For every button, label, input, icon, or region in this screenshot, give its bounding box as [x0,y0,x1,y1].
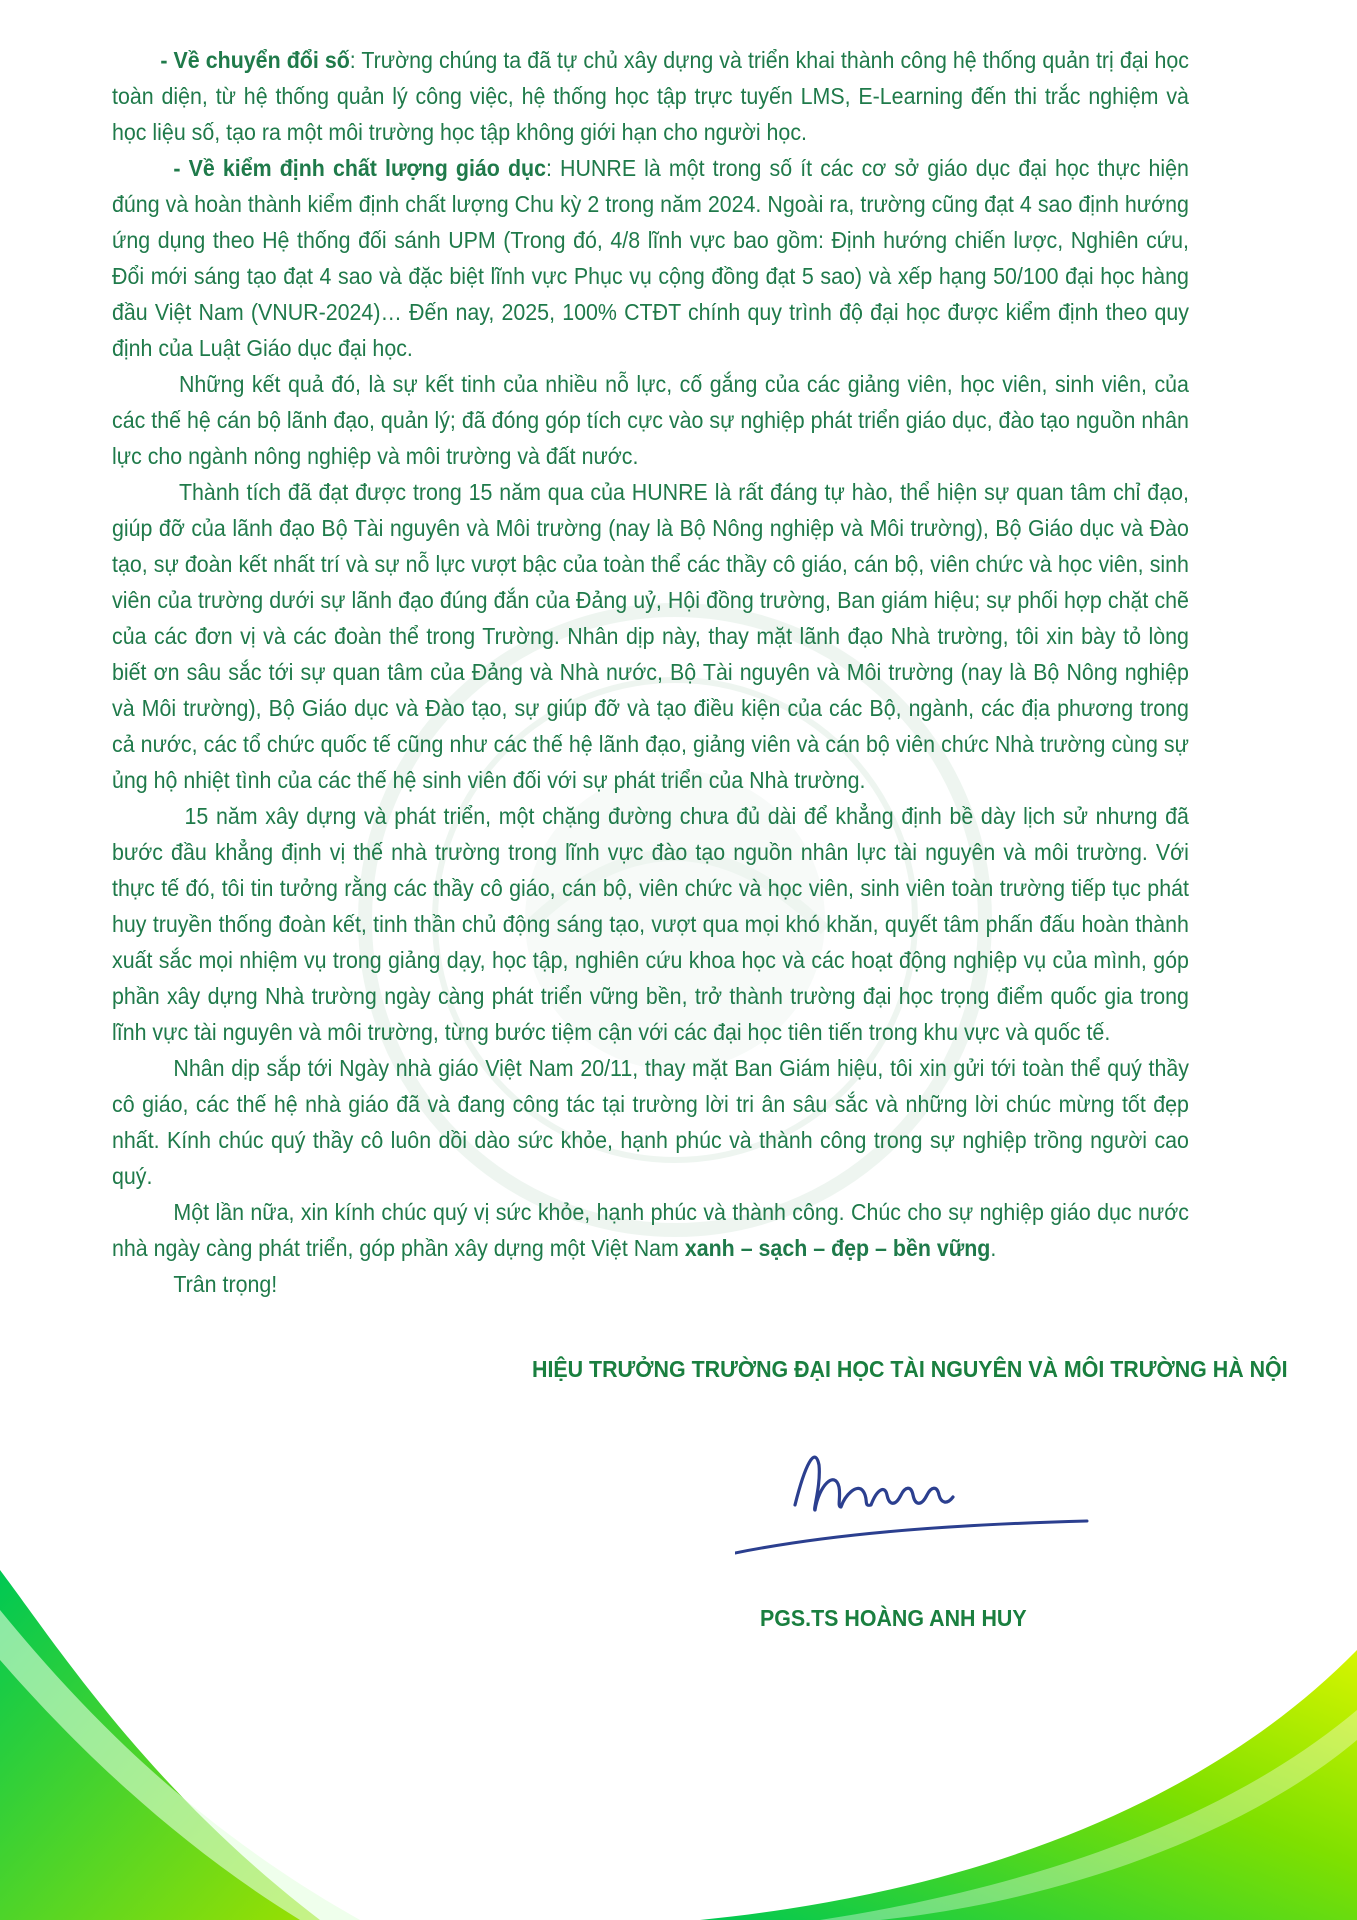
closing: Trân trọng! [173,1271,278,1297]
paragraph-digital-transformation [112,42,1189,150]
slogan: xanh – sạch – đẹp – bền vững [684,1235,991,1261]
paragraph-end: . [990,1235,997,1261]
paragraph-achievements: Những kết quả đó, là sự kết tinh của nhiều nỗ lực, cố gắng của các giảng viên, học viên, sinh viên, của các thế hệ cán bộ lãnh đạo, quản lý; đã đóng góp tích cực vào sự nghiệp phát triển giáo dục, đào tạo nguồn nhân lực cho ngành nông nghiệp và môi trường và đất nước. [112,371,1189,469]
paragraph-teachers-day: Nhân dịp sắp tới Ngày nhà giáo Việt Nam 20/11, thay mặt Ban Giám hiệu, tôi xin gửi tới toàn thể quý thầy cô giáo, các thế hệ nhà giáo đã và đang công tác tại trường lời tri ân sâu sắc và những lời chúc mừng tốt đẹp nhất. Kính chúc quý thầy cô luôn dồi dào sức khỏe, hạnh phúc và thành công trong sự nghiệp trồng người cao quý. [112,1055,1189,1189]
paragraph-wishes [112,1194,1189,1266]
signatory-name: PGS.TS HOÀNG ANH HUY [760,1605,1027,1631]
paragraph-text: Một lần nữa, xin kính chúc quý vị sức khỏe, hạnh phúc và thành công. Chúc cho sự nghiệp giáo dục nước nhà ngày càng phát triển, góp phần xây dựng một Việt Nam [112,1199,1189,1261]
paragraph-text: : HUNRE là một trong số ít các cơ sở giáo dục đại học thực hiện đúng và hoàn thành kiểm định chất lượng Chu kỳ 2 trong năm 2024. Ngoài ra, trường cũng đạt 4 sao định hướng ứng dụng theo Hệ thống đối sánh UPM (Trong đó, 4/8 lĩnh vực bao gồm: Định hướng chiến lược, Nghiên cứu, Đổi mới sáng tạo đạt 4 sao và đặc biệt lĩnh vực Phục vụ cộng đồng đạt 5 sao) và xếp hạng 50/100 đại học hàng đầu Việt Nam (VNUR-2024)… Đến nay, 2025, 100% CTĐT chính quy trình độ đại học được kiểm định theo quy định của Luật Giáo dục đại học. [112,155,1189,361]
paragraph-text: : Trường chúng ta đã tự chủ xây dựng và triển khai thành công hệ thống quản trị đại học toàn diện, từ hệ thống quản lý công việc, hệ thống học tập trực tuyến LMS, E-Learning đến thi trắc nghiệm và học liệu số, tạo ra một môi trường học tập không giới hạn cho người học. [112,47,1189,145]
paragraph-lead: - Về chuyển đổi số [160,47,350,73]
handwritten-signature [735,1425,1095,1565]
letter-body [112,42,1189,1302]
footer-green-wave [0,1570,1357,1920]
paragraph-quality-accreditation [112,150,1189,366]
signatory-title: HIỆU TRƯỞNG TRƯỜNG ĐẠI HỌC TÀI NGUYÊN VÀ MÔI TRƯỜNG HÀ NỘI [532,1356,1288,1382]
paragraph-future: 15 năm xây dựng và phát triển, một chặng đường chưa đủ dài để khẳng định bề dày lịch sử nhưng đã bước đầu khẳng định vị thế nhà trường trong lĩnh vực đào tạo nguồn nhân lực tài nguyên và môi trường. Với thực tế đó, tôi tin tưởng rằng các thầy cô giáo, cán bộ, viên chức và học viên, sinh viên toàn trường tiếp tục phát huy truyền thống đoàn kết, tinh thần chủ động sáng tạo, vượt qua mọi khó khăn, quyết tâm phấn đấu hoàn thành xuất sắc mọi nhiệm vụ trong giảng dạy, học tập, nghiên cứu khoa học và các hoạt động nghiệp vụ của mình, góp phần xây dựng Nhà trường ngày càng phát triển vững bền, trở thành trường đại học trọng điểm quốc gia trong lĩnh vực tài nguyên và môi trường, từng bước tiệm cận với các đại học tiên tiến trong khu vực và quốc tế. [112,803,1189,1045]
paragraph-gratitude: Thành tích đã đạt được trong 15 năm qua của HUNRE là rất đáng tự hào, thể hiện sự quan tâm chỉ đạo, giúp đỡ của lãnh đạo Bộ Tài nguyên và Môi trường (nay là Bộ Nông nghiệp và Môi trường), Bộ Giáo dục và Đào tạo, sự đoàn kết nhất trí và sự nỗ lực vượt bậc của toàn thể các thầy cô giáo, cán bộ, viên chức và học viên, sinh viên của trường dưới sự lãnh đạo đúng đắn của Đảng uỷ, Hội đồng trường, Ban giám hiệu; sự phối hợp chặt chẽ của các đơn vị và các đoàn thể trong Trường. Nhân dịp này, thay mặt lãnh đạo Nhà trường, tôi xin bày tỏ lòng biết ơn sâu sắc tới sự quan tâm của Đảng và Nhà nước, Bộ Tài nguyên và Môi trường (nay là Bộ Nông nghiệp và Môi trường), Bộ Giáo dục và Đào tạo, sự giúp đỡ và tạo điều kiện của các Bộ, ngành, các địa phương trong cả nước, các tổ chức quốc tế cũng như các thế hệ lãnh đạo, giảng viên và cán bộ viên chức Nhà trường cùng sự ủng hộ nhiệt tình của các thế hệ sinh viên đối với sự phát triển của Nhà trường. [112,479,1189,793]
paragraph-lead: - Về kiểm định chất lượng giáo dục [173,155,546,181]
